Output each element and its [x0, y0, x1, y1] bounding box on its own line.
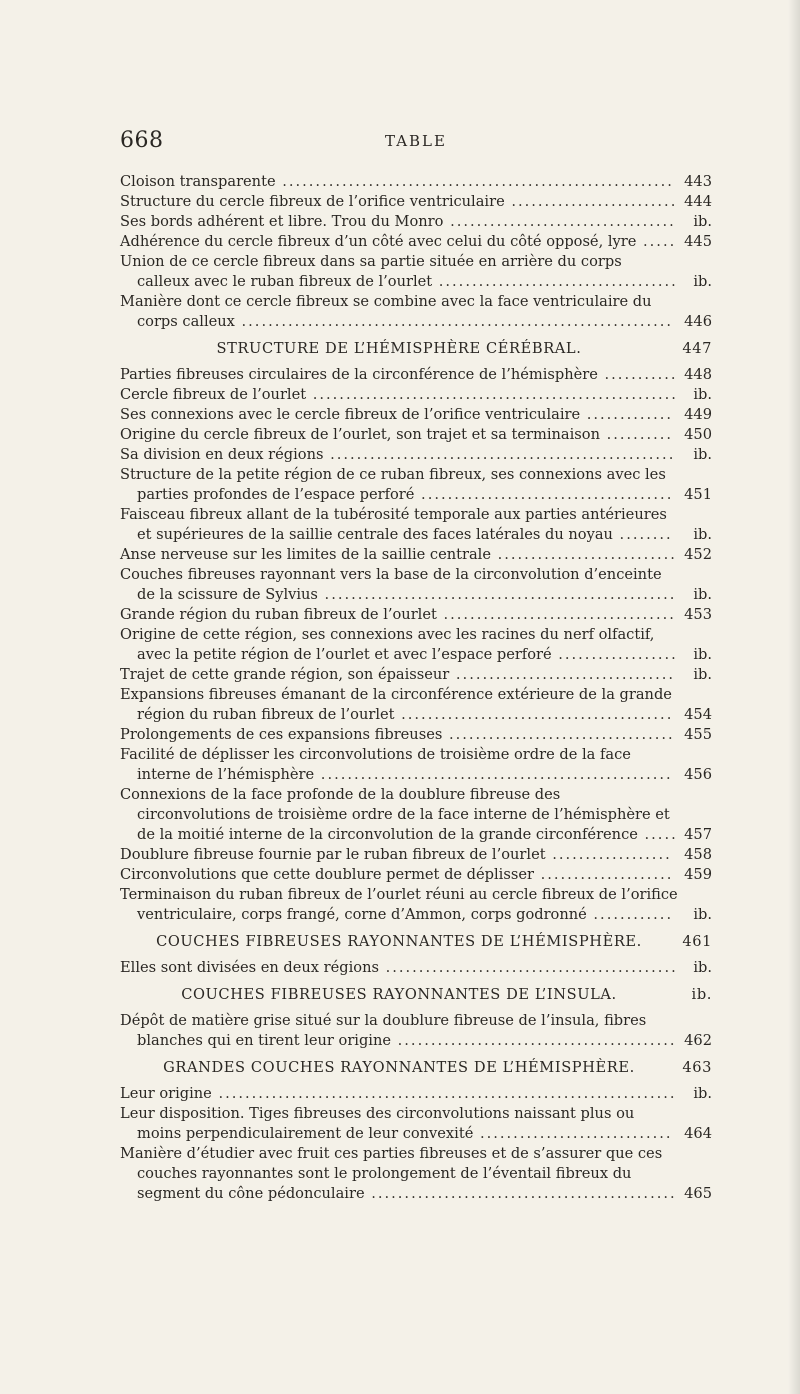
- section-page-number: 461: [682, 933, 712, 950]
- toc-entry: [120, 565, 712, 605]
- dot-leader: ..........: [599, 426, 674, 443]
- entry-title: Union de ce cercle fibreux dans sa partie située en arrière du corps calleux avec le ruban fibreux de l’ourlet: [120, 253, 622, 290]
- entry-page-number: 459: [684, 866, 712, 883]
- section-heading: [120, 1058, 712, 1078]
- entry-page-number: 458: [684, 846, 712, 863]
- toc-entry: [120, 212, 712, 232]
- entry-page-number: ib.: [693, 586, 712, 603]
- entry-page-number: 454: [684, 706, 712, 723]
- entry-page-number: 457: [684, 826, 712, 843]
- entry-title: Leur origine: [120, 1085, 212, 1102]
- entry-title: Adhérence du cercle fibreux d’un côté avec celui du côté opposé, lyre: [120, 233, 637, 250]
- entry-title: Origine de cette région, ses connexions avec les racines du nerf olfactif, avec la petite région de l’ourlet et avec l’espace perforé: [120, 626, 655, 663]
- entry-page-number: ib.: [693, 386, 712, 403]
- toc-entry: [120, 445, 712, 465]
- toc-entry: [120, 385, 712, 405]
- entry-title: Doublure fibreuse fournie par le ruban fibreux de l’ourlet: [120, 846, 546, 863]
- entry-page-number: 444: [684, 193, 712, 210]
- dot-leader: ............: [586, 906, 674, 923]
- dot-leader: ............................................: [378, 959, 678, 976]
- entry-title: Terminaison du ruban fibreux de l’ourlet réuni au cercle fibreux de l’orifice ventriculaire, corps frangé, corne d’Ammon, corps godronné: [120, 886, 678, 923]
- entry-title: Faisceau fibreux allant de la tubérosité temporale aux parties antérieures et supérieures de la saillie centrale des faces latérales du noyau: [120, 506, 667, 543]
- entry-page-number: ib.: [693, 526, 712, 543]
- dot-leader: ...........................: [490, 546, 677, 563]
- dot-leader: ..........................................: [391, 1032, 677, 1049]
- toc-entry: [120, 785, 712, 845]
- dot-leader: .....: [636, 233, 677, 250]
- running-title: TABLE: [385, 132, 447, 150]
- entry-page-number: 450: [684, 426, 712, 443]
- entry-page-number: 446: [684, 313, 712, 330]
- toc-entry: [120, 605, 712, 625]
- entry-title: Manière d’étudier avec fruit ces parties fibreuses et de s’assurer que ces couches rayonnantes sont le prolongement de l’éventail fibreux du segment du cône pédonculaire: [120, 1145, 663, 1202]
- dot-leader: ..................................: [443, 213, 676, 230]
- dot-leader: ...........: [597, 366, 678, 383]
- section-heading: [120, 932, 712, 952]
- entry-title: Cloison transparente: [120, 173, 276, 190]
- entry-title: Couches fibreuses rayonnant vers la base de la circonvolution d’enceinte de la scissure de Sylvius: [120, 566, 662, 603]
- dot-leader: ....................................: [432, 273, 678, 290]
- dot-leader: ..................: [551, 646, 678, 663]
- entry-title: Ses bords adhérent et libre. Trou du Monro: [120, 213, 444, 230]
- entry-title: Manière dont ce cercle fibreux se combine avec la face ventriculaire du corps calleux: [120, 293, 652, 330]
- entry-page-number: 452: [684, 546, 712, 563]
- toc-entry: [120, 625, 712, 665]
- dot-leader: .............: [580, 406, 674, 423]
- entry-page-number: 462: [684, 1032, 712, 1049]
- dot-leader: ........: [612, 526, 673, 543]
- toc-entry: [120, 885, 712, 925]
- toc-entry: [120, 1084, 712, 1104]
- page-header: [120, 128, 712, 158]
- toc-entry: [120, 725, 712, 745]
- toc-entry: [120, 172, 712, 192]
- entry-title: Parties fibreuses circulaires de la circonférence de l’hémisphère: [120, 366, 598, 383]
- entry-title: Prolongements de ces expansions fibreuses: [120, 726, 443, 743]
- section-heading: [120, 985, 712, 1005]
- entry-page-number: 464: [684, 1125, 712, 1142]
- entry-title: Circonvolutions que cette doublure permet de déplisser: [120, 866, 534, 883]
- entry-title: Origine du cercle fibreux de l’ourlet, son trajet et sa terminaison: [120, 426, 600, 443]
- dot-leader: ....................................................: [323, 446, 676, 463]
- entry-title: Sa division en deux régions: [120, 446, 324, 463]
- toc-entry: [120, 865, 712, 885]
- entry-page-number: ib.: [693, 273, 712, 290]
- section-page-number: 447: [682, 340, 712, 357]
- entry-page-number: 451: [684, 486, 712, 503]
- page-number: 668: [120, 128, 164, 153]
- toc-entry: [120, 845, 712, 865]
- dot-leader: .....................................................: [317, 586, 677, 603]
- entry-title: Ses connexions avec le cercle fibreux de l’orifice ventriculaire: [120, 406, 581, 423]
- entry-page-number: 443: [684, 173, 712, 190]
- toc-entry: [120, 665, 712, 685]
- toc-entry: [120, 1011, 712, 1051]
- dot-leader: ..................: [545, 846, 672, 863]
- dot-leader: .........................: [504, 193, 678, 210]
- entry-page-number: 453: [684, 606, 712, 623]
- dot-leader: ...................................: [436, 606, 676, 623]
- toc-entry: [120, 685, 712, 725]
- toc-entry: [120, 425, 712, 445]
- toc-entry: [120, 1104, 712, 1144]
- toc-entry: [120, 1144, 712, 1204]
- toc-entry: [120, 505, 712, 545]
- toc-entry: [120, 745, 712, 785]
- toc-entry: [120, 292, 712, 332]
- entry-page-number: ib.: [693, 906, 712, 923]
- entry-title: Grande région du ruban fibreux de l’ourlet: [120, 606, 437, 623]
- entry-page-number: 455: [684, 726, 712, 743]
- entry-page-number: 465: [684, 1185, 712, 1202]
- dot-leader: ...........................................................: [275, 173, 674, 190]
- entry-title: Anse nerveuse sur les limites de la saillie centrale: [120, 546, 491, 563]
- entry-page-number: ib.: [693, 1085, 712, 1102]
- dot-leader: ..................................: [442, 726, 675, 743]
- entry-title: Structure du cercle fibreux de l’orifice ventriculaire: [120, 193, 505, 210]
- section-title: GRANDES COUCHES RAYONNANTES DE L’HÉMISPHÈRE.: [163, 1059, 635, 1076]
- toc-entry: [120, 958, 712, 978]
- dot-leader: .......................................................: [306, 386, 678, 403]
- dot-leader: ....................: [533, 866, 674, 883]
- entry-title: Connexions de la face profonde de la doublure fibreuse des circonvolutions de troisième ordre de la face interne de l’hémisphère et de la moitié interne de la circonvolution de la grande circonférence: [120, 786, 670, 843]
- entry-page-number: 445: [684, 233, 712, 250]
- entry-page-number: ib.: [693, 666, 712, 683]
- dot-leader: ......................................: [414, 486, 674, 503]
- dot-leader: ..............................................: [364, 1185, 677, 1202]
- entry-title: Trajet de cette grande région, son épaisseur: [120, 666, 450, 683]
- dot-leader: .....: [637, 826, 678, 843]
- section-title: COUCHES FIBREUSES RAYONNANTES DE L’INSULA.: [181, 986, 617, 1003]
- table-of-contents: [120, 172, 712, 1204]
- entry-page-number: 449: [684, 406, 712, 423]
- toc-entry: [120, 232, 712, 252]
- section-page-number: 463: [682, 1059, 712, 1076]
- dot-leader: .................................: [449, 666, 676, 683]
- dot-leader: .....................................................................: [211, 1085, 677, 1102]
- toc-entry: [120, 545, 712, 565]
- entry-page-number: 456: [684, 766, 712, 783]
- entry-title: Facilité de déplisser les circonvolutions de troisième ordre de la face interne de l’hémisphère: [120, 746, 631, 783]
- section-title: COUCHES FIBREUSES RAYONNANTES DE L’HÉMISPHÈRE.: [156, 933, 642, 950]
- toc-entry: [120, 192, 712, 212]
- section-title: STRUCTURE DE L’HÉMISPHÈRE CÉRÉBRAL.: [216, 340, 582, 357]
- entry-page-number: 448: [684, 366, 712, 383]
- entry-title: Leur disposition. Tiges fibreuses des circonvolutions naissant plus ou moins perpendiculairement de leur convexité: [120, 1105, 635, 1142]
- entry-page-number: ib.: [693, 213, 712, 230]
- entry-page-number: ib.: [693, 646, 712, 663]
- toc-entry: [120, 405, 712, 425]
- dot-leader: .............................: [473, 1125, 673, 1142]
- entry-title: Elles sont divisées en deux régions: [120, 959, 379, 976]
- entry-title: Expansions fibreuses émanant de la circonférence extérieure de la grande région du ruban fibreux de l’ourlet: [120, 686, 672, 723]
- entry-title: Cercle fibreux de l’ourlet: [120, 386, 307, 403]
- dot-leader: .....................................................: [314, 766, 673, 783]
- entry-title: Dépôt de matière grise situé sur la doublure fibreuse de l’insula, fibres blanches qui en tirent leur origine: [120, 1012, 647, 1049]
- entry-title: Structure de la petite région de ce ruban fibreux, ses connexions avec les parties profondes de l’espace perforé: [120, 466, 666, 503]
- entry-page-number: ib.: [693, 959, 712, 976]
- section-page-number: ib.: [691, 986, 712, 1003]
- dot-leader: .........................................: [394, 706, 674, 723]
- toc-entry: [120, 465, 712, 505]
- toc-entry: [120, 365, 712, 385]
- page-edge-shadow: [788, 0, 800, 1394]
- entry-page-number: ib.: [693, 446, 712, 463]
- section-heading: [120, 339, 712, 359]
- toc-entry: [120, 252, 712, 292]
- dot-leader: .................................................................: [234, 313, 674, 330]
